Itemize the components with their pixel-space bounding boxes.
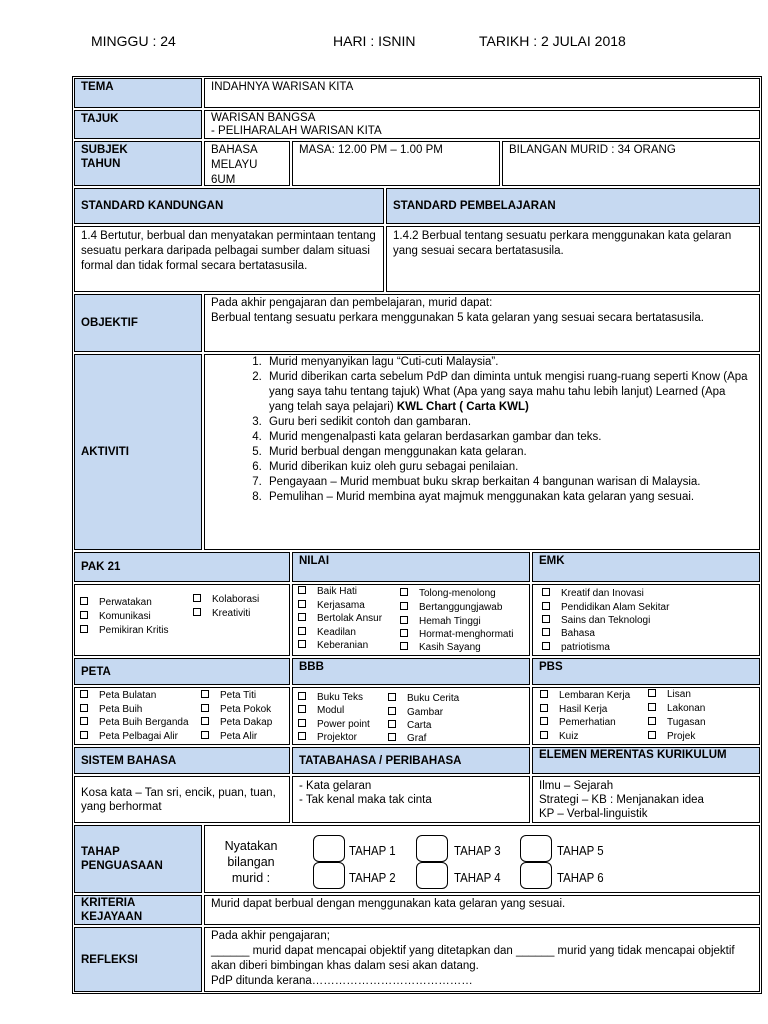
aktiviti-item-6: 6. Murid diberikan kuiz oleh guru sebagai penilaian. [265,460,753,475]
kriteria-label-line2: KEJAYAAN [81,910,143,923]
nilai-checkbox-bertanggungjawab[interactable]: Bertanggungjawab [400,602,502,614]
standard-kandungan-text: 1.4 Bertutur, berbual dan menyatakan permintaan tentang sesuatu perkara daripada pelbagai sumber dalam situasi formal dan tidak formal secara bertatasusila. [74,226,384,292]
tema-label: TEMA [74,78,202,108]
pak21-checkbox-kreativiti[interactable]: Kreativiti [193,608,250,620]
nilai-checkbox-bertolak-ansur[interactable]: Bertolak Ansur [298,613,382,625]
bbb-label: BBB [292,658,530,685]
subject-line-3: 6UM [211,174,236,186]
pak21-checkbox-pemikiran-kritis[interactable]: Pemikiran Kritis [80,625,168,637]
standard-pembelajaran-text: 1.4.2 Berbual tentang sesuatu perkara menggunakan kata gelaran yang sesuai secara bertatasusila. [386,226,760,292]
tajuk-line1: WARISAN BANGSA [211,112,316,124]
masa-value: MASA: 12.00 PM – 1.00 PM [292,141,500,186]
emk-checkbox-patriotisma[interactable]: patriotisma [542,642,610,654]
subjek-label-line1: SUBJEK [81,144,128,156]
objektif-line2: Berbual tentang sesuatu perkara menggunakan 5 kata gelaran yang sesuai secara bertatasusila. [211,312,704,324]
nyatakan-line1: Nyatakan [224,839,278,853]
nilai-checkbox-keadilan[interactable]: Keadilan [298,627,356,639]
tahap-4-input[interactable] [416,862,448,889]
tatabahasa-text [292,776,530,823]
tatabahasa-label: TATABAHASA / PERIBAHASA [292,747,530,774]
bbb-checkbox-carta[interactable]: Carta [388,720,431,732]
refleksi-label: REFLEKSI [74,927,202,992]
pbs-checkbox-lisan[interactable]: Lisan [648,689,691,701]
aktiviti-item-7: 7. Pengayaan – Murid membuat buku skrap berkaitan 4 bangunan warisan di Malaysia. [265,475,753,490]
bbb-checkbox-modul[interactable]: Modul [298,705,344,717]
aktiviti-item-2-text: Murid diberikan carta sebelum PdP dan diminta untuk mengisi ruang-ruang seperti Know (Apa yang saya tahu tentang tajuk) What (Apa yang saya mahu tahu lebih lanjut) Learned (Apa yang telah saya pelajari) [269,371,748,413]
aktiviti-item-2-bold: KWL Chart ( Carta KWL) [396,401,529,413]
aktiviti-item-3: 3. Guru beri sedikit contoh dan gambaran. [265,415,753,430]
tahap-2-label: TAHAP 2 [349,870,396,885]
sistem-bahasa-label: SISTEM BAHASA [74,747,290,774]
tarikh-label: TARIKH : 2 JULAI 2018 [479,33,626,49]
bbb-checkbox-gambar[interactable]: Gambar [388,707,443,719]
aktiviti-item-8: 8. Pemulihan – Murid membina ayat majmuk menggunakan kata gelaran yang sesuai. [265,490,753,505]
nilai-checkbox-keberanian[interactable]: Keberanian [298,640,368,652]
nyatakan-line2: bilangan [227,855,275,869]
aktiviti-item-5: 5. Murid berbual dengan menggunakan kata gelaran. [265,445,753,460]
aktiviti-label: AKTIVITI [74,354,202,550]
objektif-label: OBJEKTIF [74,294,202,352]
peta-label: PETA [74,658,290,685]
subject-line-2: MELAYU [211,159,258,171]
pak21-label: PAK 21 [74,552,290,582]
emk-label: EMK [532,552,760,582]
minggu-label: MINGGU : 24 [91,33,176,49]
emk-checkbox-bahasa[interactable]: Bahasa [542,628,595,640]
tahap-3-label: TAHAP 3 [454,843,501,858]
aktiviti-list-cell [204,354,760,550]
elemen-line3: KP – Verbal-linguistik [539,808,648,820]
kriteria-label-line1: KRITERIA [81,897,136,909]
tahap-4-label: TAHAP 4 [454,870,501,885]
tahap-label-line2: PENGUASAAN [81,860,163,872]
subject-value [204,141,290,186]
elemen-merentas-text [532,776,760,823]
aktiviti-item-4: 4. Murid mengenalpasti kata gelaran berdasarkan gambar dan teks. [265,430,753,445]
hari-label: HARI : ISNIN [333,33,416,49]
bilangan-murid-value: BILANGAN MURID : 34 ORANG [502,141,760,186]
nilai-checkbox-tolong-menolong[interactable]: Tolong-menolong [400,588,496,600]
tahun-label: TAHUN [81,158,121,170]
tahap-penguasaan-label [74,825,202,893]
bbb-checkbox-buku-teks[interactable]: Buku Teks [298,692,363,704]
nilai-checkbox-baik-hati[interactable]: Baik Hati [298,586,357,598]
nilai-checkbox-hemah-tinggi[interactable]: Hemah Tinggi [400,616,481,628]
subjek-label [74,141,202,186]
peta-checkbox-buih-berganda[interactable]: Peta Buih Berganda [80,717,189,729]
subject-line-1: BAHASA [211,144,258,156]
nyatakan-line3: murid : [231,871,271,885]
peta-checkbox-bulatan[interactable]: Peta Bulatan [80,690,156,702]
peta-checkbox-buih[interactable]: Peta Buih [80,704,142,716]
tahap-1-input[interactable] [313,835,345,862]
tahap-5-label: TAHAP 5 [557,843,604,858]
elemen-line1: Ilmu – Sejarah [539,780,614,792]
nilai-label: NILAI [292,552,530,582]
emk-checkbox-kreatif[interactable]: Kreatif dan Inovasi [542,588,644,600]
pbs-checkbox-kuiz[interactable]: Kuiz [540,731,578,743]
tajuk-label: TAJUK [74,110,202,139]
tahap-6-label: TAHAP 6 [557,870,604,885]
elemen-line2: Strategi – KB : Menjanakan idea [539,794,704,806]
peta-checkbox-dakap[interactable]: Peta Dakap [201,717,272,729]
refleksi-line1: Pada akhir pengajaran; [211,930,330,942]
kriteria-kejayaan-label [74,895,202,925]
kriteria-kejayaan-text: Murid dapat berbual dengan menggunakan kata gelaran yang sesuai. [204,895,760,925]
standard-kandungan-label: STANDARD KANDUNGAN [74,188,384,224]
bbb-checkbox-power-point[interactable]: Power point [298,719,370,731]
pak21-checkbox-perwatakan[interactable]: Perwatakan [80,597,152,609]
objektif-text [204,294,760,352]
tajuk-value [204,110,760,139]
peta-checkbox-pokok[interactable]: Peta Pokok [201,704,271,716]
pbs-checkbox-hasil-kerja[interactable]: Hasil Kerja [540,704,607,716]
nilai-checkbox-kerjasama[interactable]: Kerjasama [298,600,365,612]
standard-pembelajaran-label: STANDARD PEMBELAJARAN [386,188,760,224]
tema-value: INDAHNYA WARISAN KITA [204,78,760,108]
tahap-1-label: TAHAP 1 [349,843,396,858]
tahap-5-input[interactable] [520,835,552,862]
tahap-6-input[interactable] [520,862,552,889]
tahap-label-line1: TAHAP [81,846,120,858]
nilai-checkbox-hormat-menghormati[interactable]: Hormat-menghormati [400,629,513,641]
bbb-checkbox-buku-cerita[interactable]: Buku Cerita [388,693,459,705]
objektif-line1: Pada akhir pengajaran dan pembelajaran, murid dapat: [211,297,493,309]
bbb-checkbox-graf[interactable]: Graf [388,733,426,745]
aktiviti-item-1: 1. Murid menyanyikan lagu “Cuti-cuti Malaysia”. [265,355,753,370]
emk-checkbox-alam-sekitar[interactable]: Pendidikan Alam Sekitar [542,602,669,614]
pbs-checkbox-projek[interactable]: Projek [648,731,695,743]
peta-checkbox-alir[interactable]: Peta Alir [201,731,257,743]
pbs-checkbox-lembaran-kerja[interactable]: Lembaran Kerja [540,690,630,702]
nyatakan-bilangan-murid [222,838,280,886]
refleksi-text [204,927,760,992]
pbs-checkbox-tugasan[interactable]: Tugasan [648,717,706,729]
aktiviti-list [205,355,753,505]
aktiviti-item-2 [265,370,753,415]
sistem-bahasa-text: Kosa kata – Tan sri, encik, puan, tuan, yang berhormat [74,776,290,823]
pbs-checkbox-lakonan[interactable]: Lakonan [648,703,705,715]
elemen-merentas-label: ELEMEN MERENTAS KURIKULUM [532,747,760,774]
peta-checkbox-titi[interactable]: Peta Titi [201,690,256,702]
peta-checkbox-pelbagai-alir[interactable]: Peta Pelbagai Alir [80,731,178,743]
tatabahasa-line1: - Kata gelaran [299,780,372,792]
tahap-2-input[interactable] [313,862,345,889]
nilai-checkbox-kasih-sayang[interactable]: Kasih Sayang [400,642,481,654]
pbs-label: PBS [532,658,760,685]
tahap-3-input[interactable] [416,835,448,862]
refleksi-line2: ______ murid dapat mencapai objektif yang ditetapkan dan ______ murid yang tidak mencapai objektif akan diberi bimbingan khas dalam sesi akan datang. [211,945,735,972]
tajuk-line2: - PELIHARALAH WARISAN KITA [211,125,382,137]
pak21-checkbox-komunikasi[interactable]: Komunikasi [80,611,151,623]
refleksi-line3: PdP ditunda kerana…………………………………… [211,975,473,987]
tatabahasa-line2: - Tak kenal maka tak cinta [299,794,432,806]
pbs-checkbox-pemerhatian[interactable]: Pemerhatian [540,717,616,729]
bbb-checkbox-projektor[interactable]: Projektor [298,732,357,744]
pak21-checkbox-kolaborasi[interactable]: Kolaborasi [193,594,259,606]
emk-checkbox-sains-teknologi[interactable]: Sains dan Teknologi [542,615,650,627]
